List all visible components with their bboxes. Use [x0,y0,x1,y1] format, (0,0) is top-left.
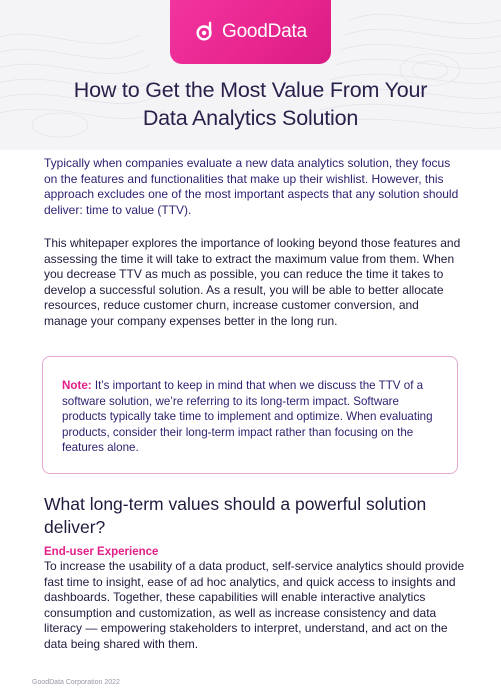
brand-logo [170,0,331,64]
note-text: It’s important to keep in mind that when we discuss the TTV of a software solution, we’re referring to its long-term impact. Software products typically take time to implement and optimize. When evaluating products, consider their long-term impact rather than focusing on the features alone. [62,379,433,455]
title-line-1: How to Get the Most Value From Your [73,78,428,102]
page-footer: GoodData Corporation 2022 [32,679,120,686]
section-paragraph: To increase the usability of a data product, self-service analytics should provide fast time to insight, ease of ad hoc analytics, and quick access to insights and dashboards. Together, these capabilities will enable interactive analytics consumption and customization, as well as increase consistency and data literacy — empowering stakeholders to interpret, understand, and act on the data being shared with them. [44,559,465,651]
section-heading: What long-term values should a powerful solution deliver? [44,494,427,537]
gooddata-logo-icon [194,21,216,43]
intro-paragraph: Typically when companies evaluate a new data analytics solution, they focus on the features and functionalities that make up their wishlist. However, this approach excludes one of the most important aspects that any solution should deliver: time to value (TTV). [44,156,459,217]
title-line-2: Data Analytics Solution [142,106,359,130]
note-label: Note: [62,379,92,392]
header-band [0,0,501,150]
body-paragraph: This whitepaper explores the importance of looking beyond those features and assessing the time it will take to extract the maximum value from them. When you decrease TTV as much as possible, you can reduce the time it takes to develop a successful solution. As a result, you will be able to better allocate resources, reduce customer churn, increase customer conversion, and manage your company expenses better in the long run. [44,236,461,328]
brand-name: GoodData [221,21,307,42]
page-title [20,76,481,132]
section-subheading: End-user Experience [44,546,159,558]
note-callout [62,378,440,456]
